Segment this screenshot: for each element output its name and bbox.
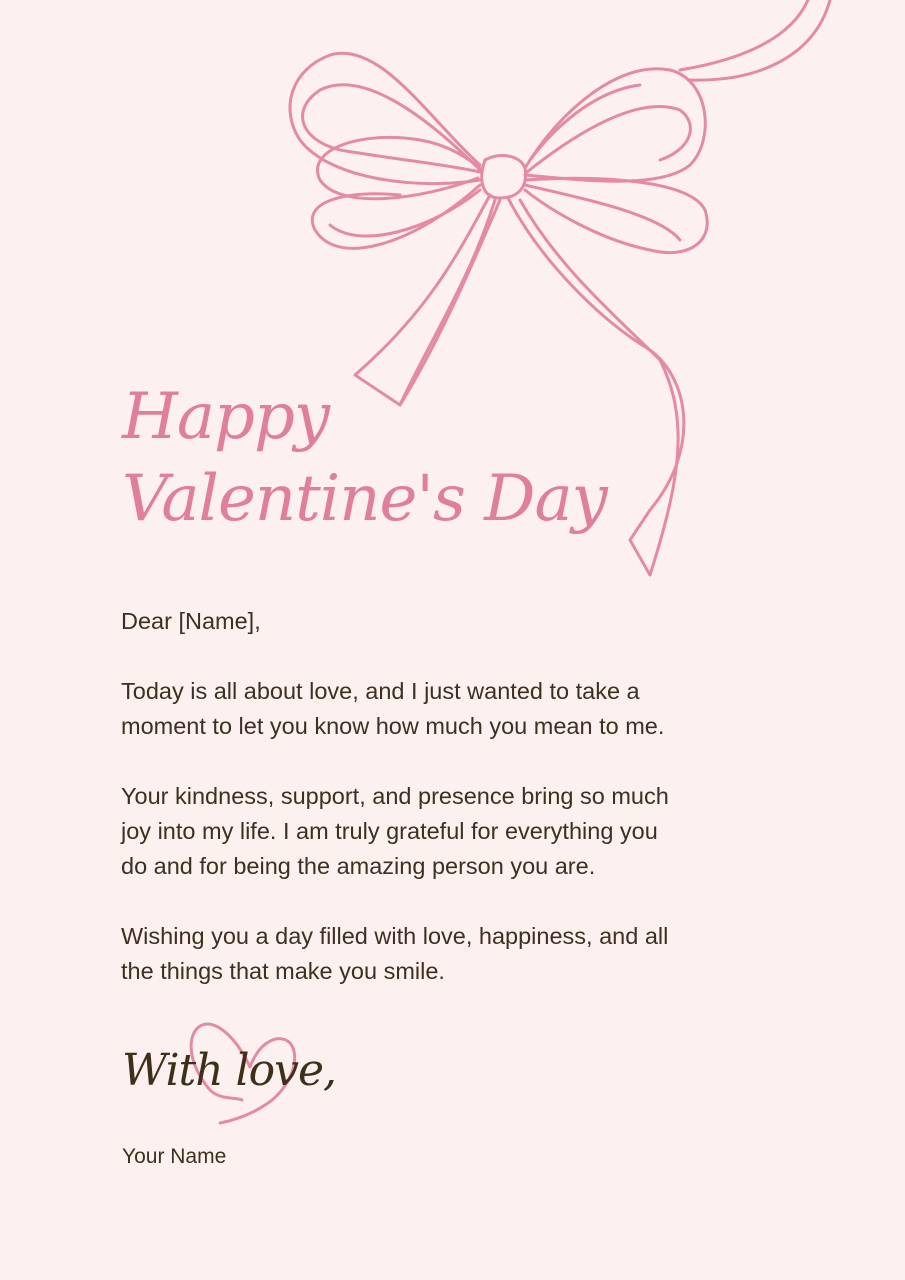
paragraph-line: Wishing you a day filled with love, happiness, and all (121, 923, 669, 949)
letter-paragraph-3 (121, 919, 761, 989)
paragraph-line: Today is all about love, and I just wanted to take a (121, 678, 640, 704)
letter-paragraph-2 (121, 779, 761, 884)
letter-paragraph-1 (121, 674, 761, 744)
paragraph-line: do and for being the amazing person you are. (121, 853, 596, 879)
title-line-2: Valentine's Day (122, 462, 607, 536)
paragraph-line: moment to let you know how much you mean to me. (121, 713, 665, 739)
letter-closing: With love, (122, 1045, 336, 1096)
paragraph-line: Your kindness, support, and presence bring so much (121, 783, 669, 809)
letter-greeting: Dear [Name], (121, 608, 261, 634)
title-line-1: Happy (122, 380, 330, 454)
letter-signature: Your Name (122, 1145, 227, 1168)
paragraph-line: joy into my life. I am truly grateful for everything you (121, 818, 658, 844)
paragraph-line: the things that make you smile. (121, 958, 445, 984)
